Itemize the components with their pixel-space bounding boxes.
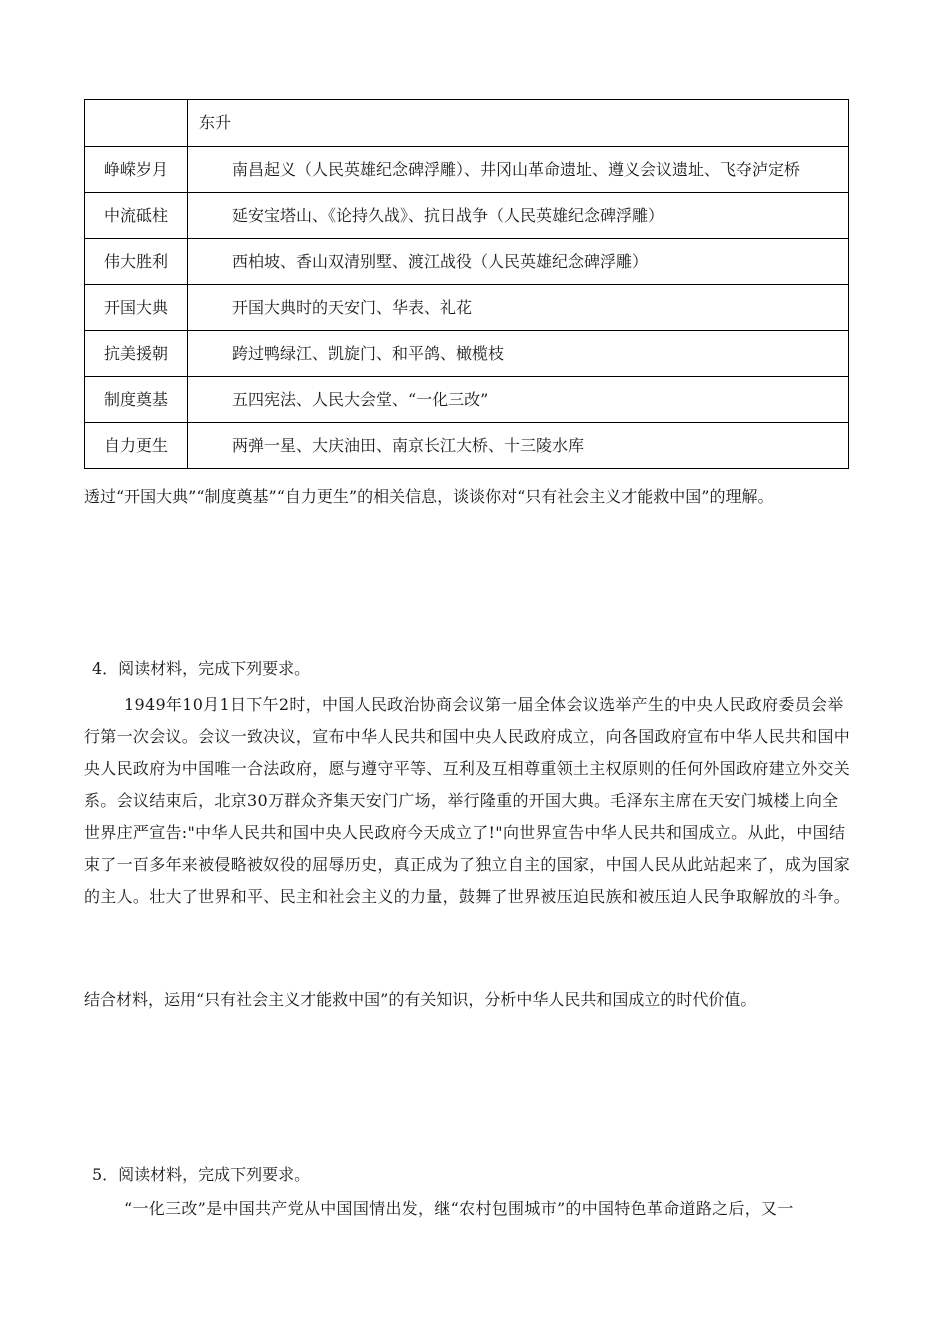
q4-prompt: 结合材料，运用“只有社会主义才能救中国”的有关知识，分析中华人民共和国成立的时代价值。 bbox=[84, 990, 757, 1009]
table-row bbox=[85, 331, 849, 377]
content-cell: 跨过鸭绿江、凯旋门、和平鸽、橄榄枝 bbox=[188, 331, 849, 377]
q4-material: 1949年10月1日下午2时，中国人民政治协商会议第一届全体会议选举产生的中央人民政府委员会举行第一次会议。会议一致决议，宣布中华人民共和国中央人民政府成立，向各国政府宣布中华人民共和国中央人民政府为中国唯一合法政府，愿与遵守平等、互利及互相尊重领土主权原则的任何外国政府建立外交关系。会议结束后，北京30万群众齐集天安门广场，举行隆重的开国大典。毛泽东主席在天安门城楼上向全世界庄严宣告:"中华人民共和国中央人民政府今天成立了!"向世界宣告中华人民共和国成立。从此，中国结束了一百多年来被侵略被奴役的屈辱历史，真正成为了独立自主的国家，中国人民从此站起来了，成为国家的主人。壮大了世界和平、民主和社会主义的力量，鼓舞了世界被压迫民族和被压迫人民争取解放的斗争。 bbox=[84, 695, 851, 906]
table-row bbox=[85, 377, 849, 423]
table-header-row bbox=[85, 100, 849, 147]
memorial-table bbox=[84, 99, 849, 469]
table-row bbox=[85, 423, 849, 469]
period-cell: 开国大典 bbox=[85, 285, 188, 331]
period-cell: 中流砥柱 bbox=[85, 193, 188, 239]
q4-title: 4．阅读材料，完成下列要求。 bbox=[92, 659, 311, 678]
table-row bbox=[85, 193, 849, 239]
q5-material: “一化三改”是中国共产党从中国国情出发，继“农村包围城市”的中国特色革命道路之后，又一 bbox=[124, 1199, 794, 1218]
period-cell: 峥嵘岁月 bbox=[85, 147, 188, 193]
table-header-cell-content: 东升 bbox=[188, 100, 849, 147]
content-cell: 延安宝塔山、《论持久战》、抗日战争（人民英雄纪念碑浮雕） bbox=[188, 193, 849, 239]
table-row bbox=[85, 147, 849, 193]
table-header-cell-period bbox=[85, 100, 188, 147]
content-cell: 西柏坡、香山双清别墅、渡江战役（人民英雄纪念碑浮雕） bbox=[188, 239, 849, 285]
content-cell: 两弹一星、大庆油田、南京长江大桥、十三陵水库 bbox=[188, 423, 849, 469]
q5-title: 5．阅读材料，完成下列要求。 bbox=[92, 1165, 311, 1184]
period-cell: 伟大胜利 bbox=[85, 239, 188, 285]
table-row bbox=[85, 285, 849, 331]
content-cell: 五四宪法、人民大会堂、“一化三改” bbox=[188, 377, 849, 423]
period-cell: 抗美援朝 bbox=[85, 331, 188, 377]
period-cell: 自力更生 bbox=[85, 423, 188, 469]
q3-prompt: 透过“开国大典”“制度奠基”“自力更生”的相关信息，谈谈你对“只有社会主义才能救中国”的理解。 bbox=[84, 487, 774, 506]
table-row bbox=[85, 239, 849, 285]
period-cell: 制度奠基 bbox=[85, 377, 188, 423]
content-cell: 开国大典时的天安门、华表、礼花 bbox=[188, 285, 849, 331]
content-cell: 南昌起义（人民英雄纪念碑浮雕）、井冈山革命遗址、遵义会议遗址、飞夺泸定桥 bbox=[188, 147, 849, 193]
